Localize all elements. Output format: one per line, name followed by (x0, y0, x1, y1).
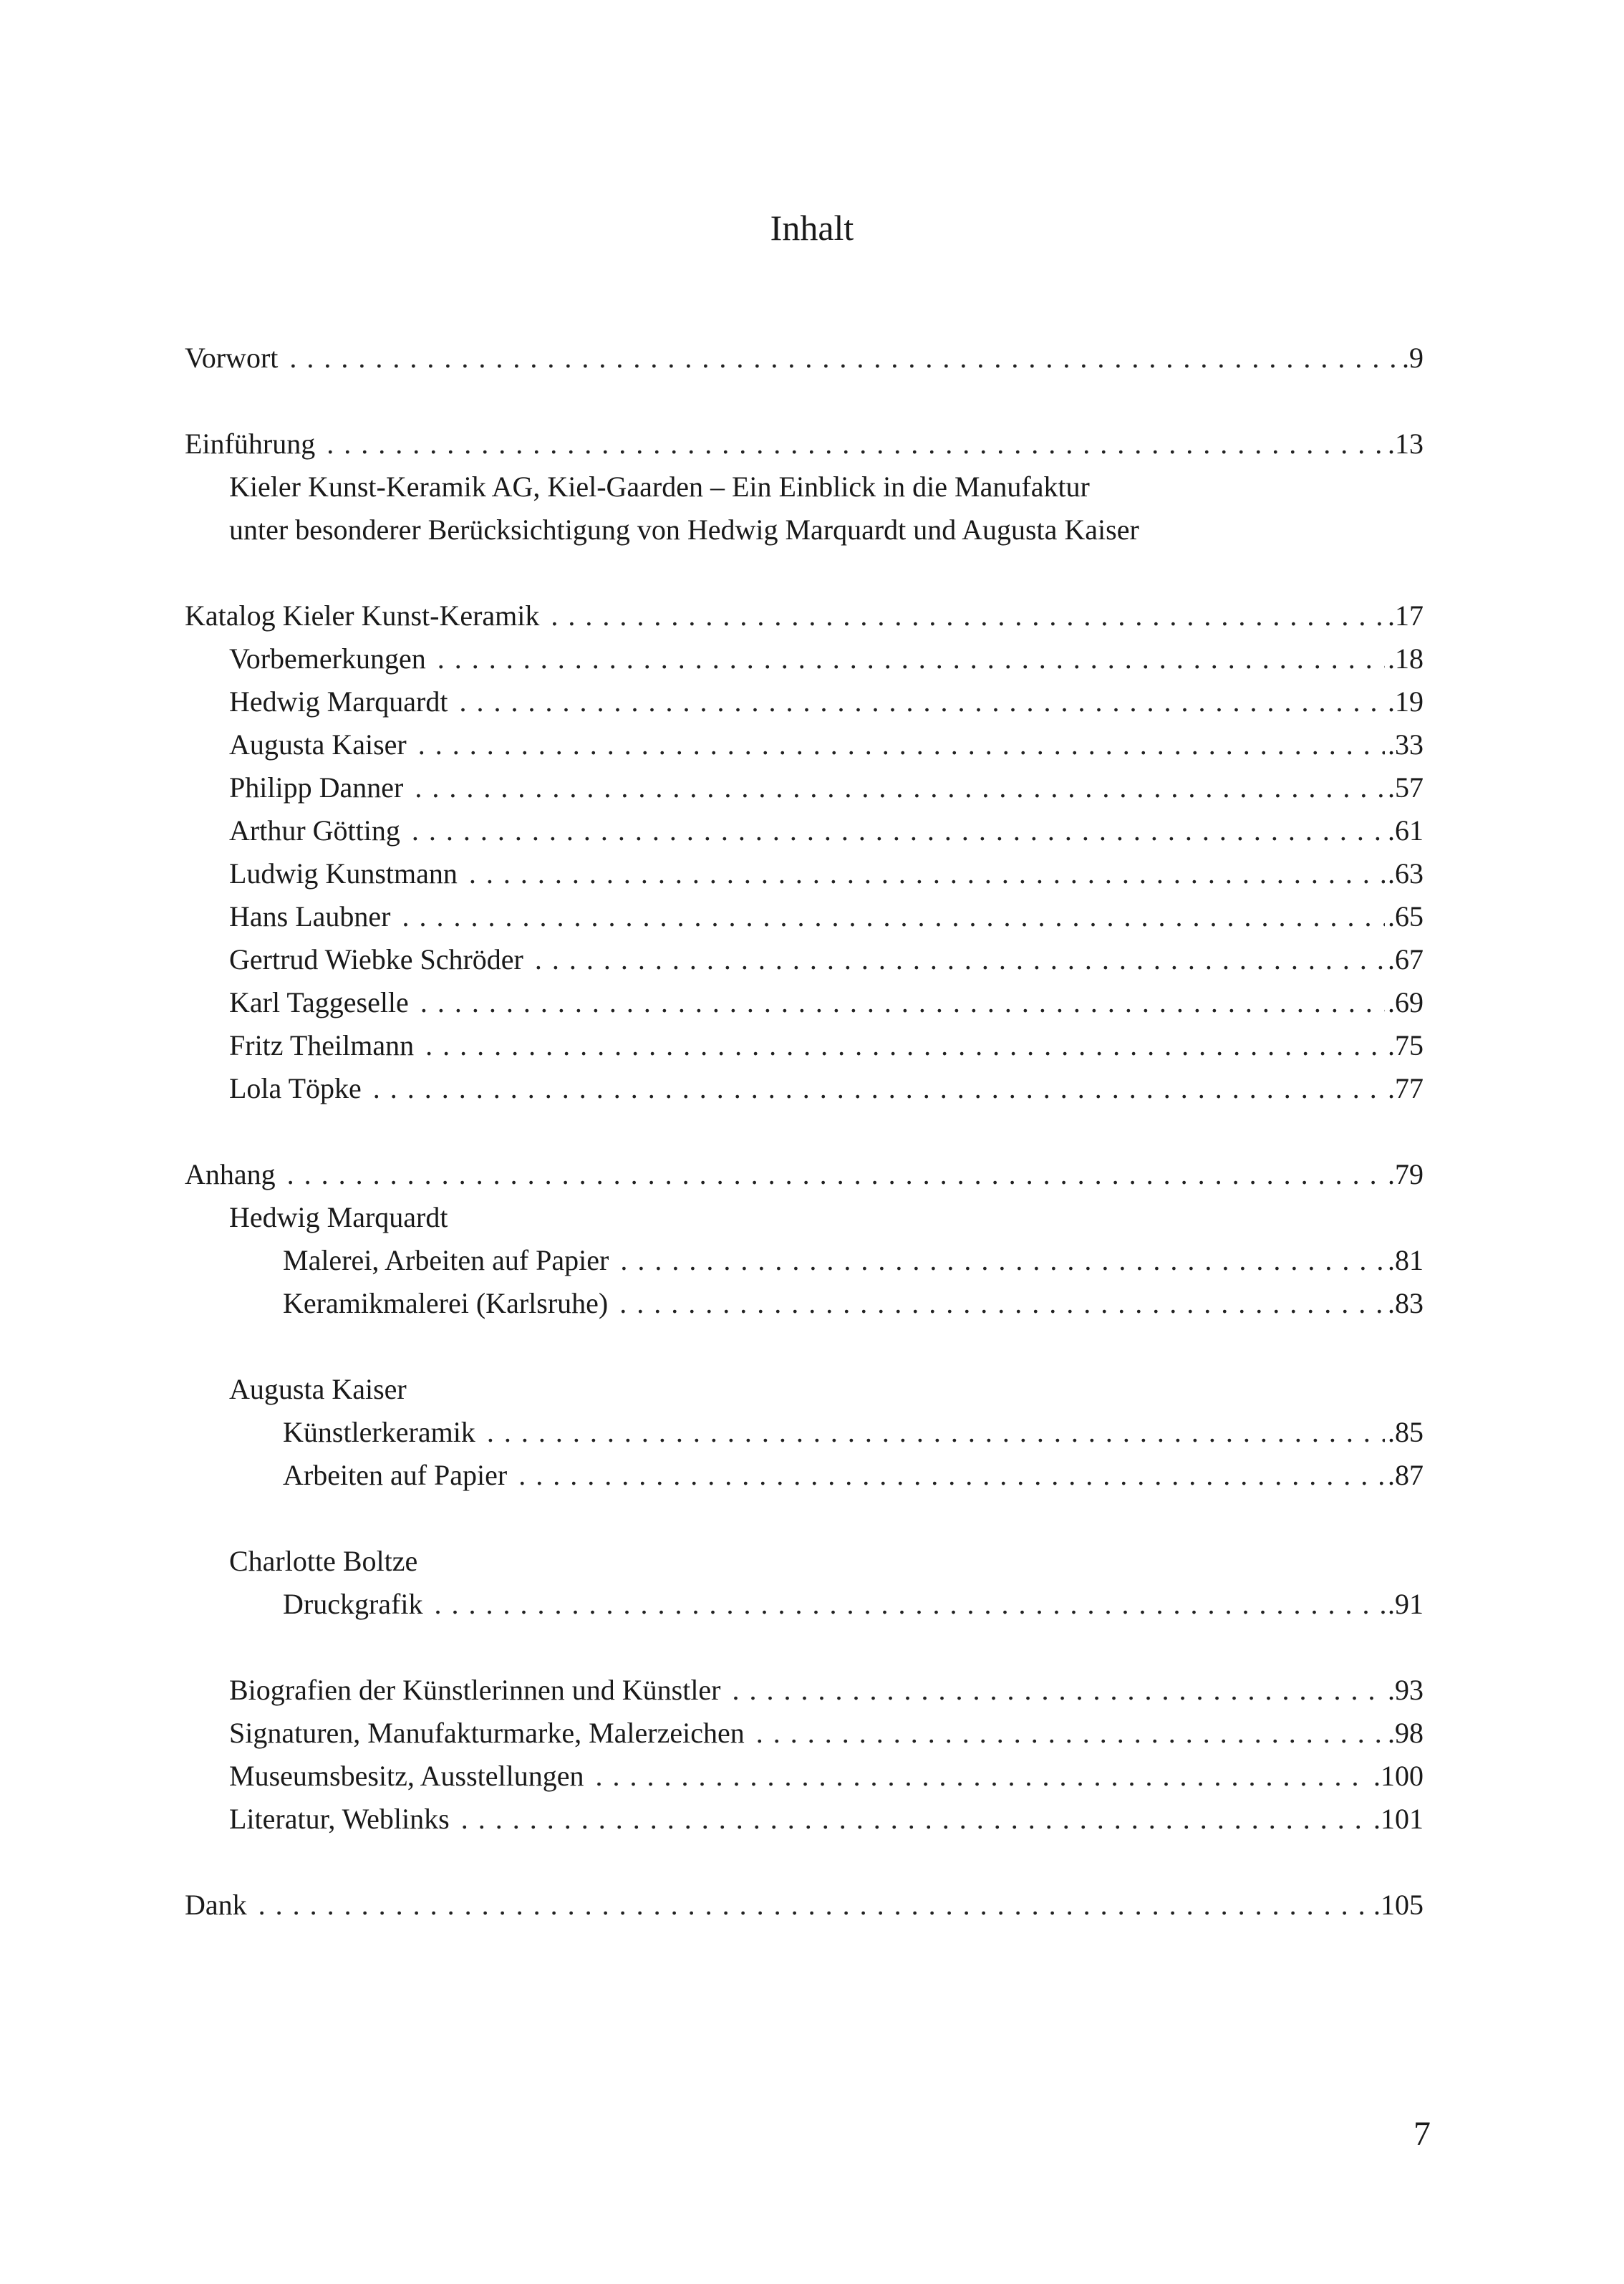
toc-entry (229, 1798, 1424, 1841)
toc-entry (229, 1712, 1424, 1755)
dot-leader (289, 337, 1399, 380)
dot-leader (434, 1583, 1385, 1626)
dot-leader (461, 1798, 1371, 1841)
toc-entry-title: Anhang (185, 1158, 276, 1190)
toc-entry-page: .79 (1388, 1158, 1424, 1190)
toc-entry-page: .100 (1373, 1760, 1424, 1792)
toc-entry (229, 852, 1424, 895)
dot-leader (535, 938, 1385, 981)
toc-entry-title: Fritz Theilmann (229, 1029, 415, 1061)
toc-entry-title: Vorbemerkungen (229, 642, 426, 675)
toc-entry-title: Gertrud Wiebke Schröder (229, 943, 523, 975)
dot-leader (596, 1755, 1371, 1798)
toc-entry-title: unter besonderer Berücksichtigung von Hedwig Marquardt und Augusta Kaiser (229, 514, 1139, 546)
toc-entry-title: Arthur Götting (229, 814, 400, 847)
toc-entry-page: .18 (1388, 642, 1424, 675)
toc-entry (185, 1884, 1424, 1927)
toc-entry (229, 1024, 1424, 1067)
toc-entry-title: Vorwort (185, 342, 279, 374)
toc-entry (185, 337, 1424, 380)
toc-entry-title: Druckgrafik (283, 1588, 423, 1620)
dot-leader (420, 981, 1385, 1024)
dot-leader (469, 852, 1385, 895)
dot-leader (487, 1411, 1385, 1454)
toc-entry-title: Charlotte Boltze (229, 1545, 418, 1577)
toc-entry-page: .93 (1388, 1674, 1424, 1706)
toc-entry-page: .69 (1388, 986, 1424, 1018)
toc-entry (185, 423, 1424, 466)
toc-entry-title: Arbeiten auf Papier (283, 1459, 508, 1491)
toc-entry-page: .13 (1388, 428, 1424, 460)
toc-entry-page: .63 (1388, 857, 1424, 890)
toc-entry-page: .85 (1388, 1416, 1424, 1448)
toc-entry-title: Hans Laubner (229, 900, 391, 933)
dot-leader (327, 423, 1385, 466)
toc-entry-page: .57 (1388, 771, 1424, 804)
toc-entry-title: Biografien der Künstlerinnen und Künstler (229, 1674, 721, 1706)
toc-entry-page: .77 (1388, 1072, 1424, 1104)
toc-entry (229, 895, 1424, 938)
toc-entry-title: Malerei, Arbeiten auf Papier (283, 1244, 609, 1276)
toc-entry-page: .9 (1402, 342, 1424, 374)
dot-leader (415, 766, 1385, 809)
toc-entry-title: Einführung (185, 428, 316, 460)
toc-entry-title: Keramikmalerei (Karlsruhe) (283, 1287, 609, 1319)
dot-leader (287, 1153, 1385, 1196)
toc-entry (185, 594, 1424, 637)
dot-leader (518, 1454, 1385, 1497)
dot-leader (619, 1282, 1385, 1325)
toc-entry (283, 1411, 1424, 1454)
toc-entry-title: Signaturen, Manufakturmarke, Malerzeichen (229, 1717, 745, 1749)
toc-entry (283, 1583, 1424, 1626)
toc-entry-page: .61 (1388, 814, 1424, 847)
dot-leader (418, 723, 1385, 766)
toc-entry (283, 1454, 1424, 1497)
toc-entry-page: .83 (1388, 1287, 1424, 1319)
toc-entry-page: .105 (1373, 1889, 1424, 1921)
toc-entry (229, 938, 1424, 981)
toc-entry-title: Lola Töpke (229, 1072, 362, 1104)
toc-entry-page: .87 (1388, 1459, 1424, 1491)
toc-entry (229, 723, 1424, 766)
toc-entry-title: Hedwig Marquardt (229, 1201, 448, 1233)
dot-leader (551, 594, 1385, 637)
toc-entry (229, 1755, 1424, 1798)
toc-entry-title: Karl Taggeselle (229, 986, 409, 1018)
toc-entry-page: .75 (1388, 1029, 1424, 1061)
toc-entry (229, 981, 1424, 1024)
toc-entry-page: .17 (1388, 599, 1424, 632)
toc-entry-page: .98 (1388, 1717, 1424, 1749)
toc-entry-title: Kieler Kunst-Keramik AG, Kiel-Gaarden – Ein Einblick in die Manufaktur (229, 471, 1090, 503)
toc-entry-title: Künstlerkeramik (283, 1416, 475, 1448)
toc-entry (229, 637, 1424, 680)
toc-entry (229, 1368, 1424, 1411)
dot-leader (373, 1067, 1385, 1110)
toc-entry-page: .33 (1388, 728, 1424, 761)
toc-entry (229, 466, 1424, 509)
toc-entry-page: .19 (1388, 685, 1424, 718)
toc-entry (229, 509, 1424, 551)
toc-entry-title: Literatur, Weblinks (229, 1803, 450, 1835)
dot-leader (733, 1669, 1385, 1712)
dot-leader (425, 1024, 1385, 1067)
dot-leader (412, 809, 1385, 852)
toc-entry-page: .81 (1388, 1244, 1424, 1276)
toc-entry (229, 1669, 1424, 1712)
dot-leader (402, 895, 1385, 938)
toc-entry (229, 1540, 1424, 1583)
toc-entry-title: Ludwig Kunstmann (229, 857, 458, 890)
toc-entry-title: Dank (185, 1889, 247, 1921)
toc-entry-title: Hedwig Marquardt (229, 685, 448, 718)
toc-entry-page: .101 (1373, 1803, 1424, 1835)
dot-leader (258, 1884, 1371, 1927)
toc-entry (229, 1067, 1424, 1110)
toc-entry-page: .91 (1388, 1588, 1424, 1620)
toc-entry (229, 809, 1424, 852)
toc-entry-title: Katalog Kieler Kunst-Keramik (185, 599, 540, 632)
toc-entry-title: Augusta Kaiser (229, 1373, 407, 1405)
dot-leader (459, 680, 1385, 723)
toc-entry-page: .67 (1388, 943, 1424, 975)
toc-entry (185, 1153, 1424, 1196)
dot-leader (756, 1712, 1385, 1755)
toc-entry (229, 766, 1424, 809)
toc-entry (229, 1196, 1424, 1239)
toc-entry (229, 680, 1424, 723)
page-title: Inhalt (770, 208, 854, 248)
toc-entry-title: Augusta Kaiser (229, 728, 407, 761)
toc-entry-page: .65 (1388, 900, 1424, 933)
toc-entry-title: Philipp Danner (229, 771, 404, 804)
dot-leader (438, 637, 1385, 680)
toc-entry-title: Museumsbesitz, Ausstellungen (229, 1760, 584, 1792)
page-number: 7 (1413, 2115, 1431, 2153)
dot-leader (620, 1239, 1385, 1282)
toc-entry (283, 1239, 1424, 1282)
toc-entry (283, 1282, 1424, 1325)
